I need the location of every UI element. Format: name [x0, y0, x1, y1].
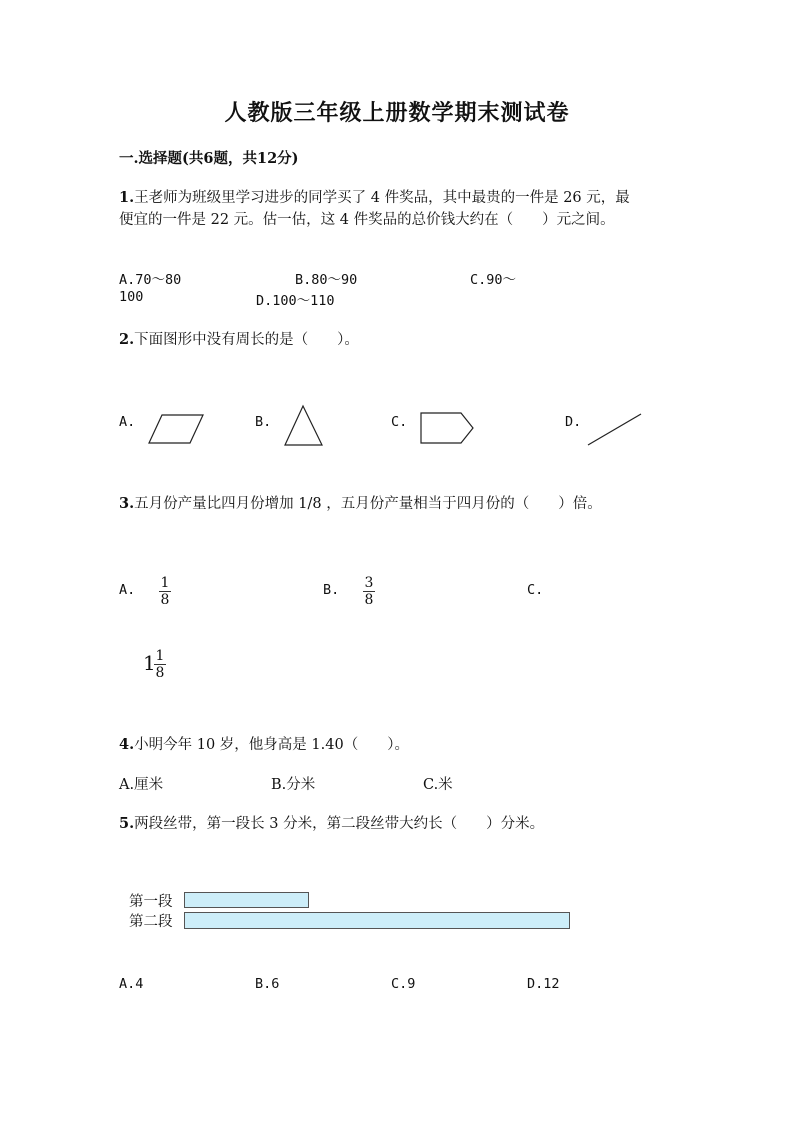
- triangle-icon: [284, 405, 324, 447]
- q5-option-d[interactable]: D.12: [527, 976, 560, 992]
- question-4: [119, 733, 409, 754]
- fraction-numerator: 1: [155, 648, 165, 664]
- ribbon-label-first: 第一段: [129, 894, 173, 910]
- q1-option-d[interactable]: D.100～110: [256, 293, 335, 309]
- q3-option-a[interactable]: A.: [119, 582, 136, 598]
- question-text: 小明今年 10 岁，他身高是 1.40（ ）。: [134, 737, 409, 753]
- q1-option-c[interactable]: C.90～: [470, 272, 517, 288]
- pentagon-arrow-icon: [420, 411, 476, 445]
- question-text: 五月份产量比四月份增加 1/8 ，五月份产量相当于四月份的（ ）倍。: [134, 496, 602, 512]
- q5-option-c[interactable]: C.9: [391, 976, 416, 992]
- q2-option-c[interactable]: C.: [391, 414, 408, 430]
- q4-option-c[interactable]: C.米: [423, 777, 453, 793]
- page-title: 人教版三年级上册数学期末测试卷: [224, 100, 570, 126]
- q2-option-a[interactable]: A.: [119, 414, 136, 430]
- question-number: 2.: [119, 331, 135, 348]
- q5-option-b[interactable]: B.6: [255, 976, 280, 992]
- q5-option-a[interactable]: A.4: [119, 976, 144, 992]
- q1-option-a[interactable]: A.70～80: [119, 272, 182, 288]
- q1-option-b[interactable]: B.80～90: [295, 272, 358, 288]
- q2-option-b[interactable]: B.: [255, 414, 272, 430]
- question-text: 王老师为班级里学习进步的同学买了 4 件奖品，其中最贵的一件是 26 元，最: [134, 190, 630, 206]
- question-5: [119, 812, 544, 833]
- ribbon-label-second: 第二段: [129, 914, 173, 930]
- fraction-denominator: 8: [155, 665, 165, 681]
- question-number: 1.: [119, 189, 135, 206]
- q1-option-c-continued: 100: [119, 289, 144, 305]
- line-segment-icon: [586, 412, 644, 448]
- fraction-c: [154, 648, 166, 681]
- fraction-a: [159, 575, 171, 608]
- fraction-denominator: 8: [160, 592, 170, 608]
- question-1-line-2: 便宜的一件是 22 元。估一估，这 4 件奖品的总价钱大约在（ ）元之间。: [119, 212, 615, 228]
- fraction-numerator: 1: [160, 575, 170, 591]
- parallelogram-icon: [148, 413, 204, 445]
- ribbon-first-segment: [184, 892, 309, 908]
- q4-option-a[interactable]: A.厘米: [119, 777, 164, 793]
- question-number: 4.: [119, 736, 135, 753]
- question-number: 5.: [119, 815, 135, 832]
- ribbon-second-segment: [184, 912, 570, 929]
- fraction-b: [363, 575, 375, 608]
- question-text: 两段丝带，第一段长 3 分米，第二段丝带大约长（ ）分米。: [134, 816, 545, 832]
- question-number: 3.: [119, 495, 135, 512]
- section-heading: 一.选择题(共6题，共12分): [119, 150, 299, 167]
- question-text: 下面图形中没有周长的是（ ）。: [134, 332, 359, 348]
- q3-option-c[interactable]: C.: [527, 582, 544, 598]
- q4-option-b[interactable]: B.分米: [271, 777, 316, 793]
- q2-option-d[interactable]: D.: [565, 414, 582, 430]
- question-3: [119, 492, 602, 513]
- mixed-number-whole: 1: [143, 651, 156, 675]
- question-2: [119, 328, 359, 349]
- q3-option-b[interactable]: B.: [323, 582, 340, 598]
- fraction-numerator: 3: [364, 575, 374, 591]
- question-1-line-1: [119, 186, 630, 207]
- fraction-denominator: 8: [364, 592, 374, 608]
